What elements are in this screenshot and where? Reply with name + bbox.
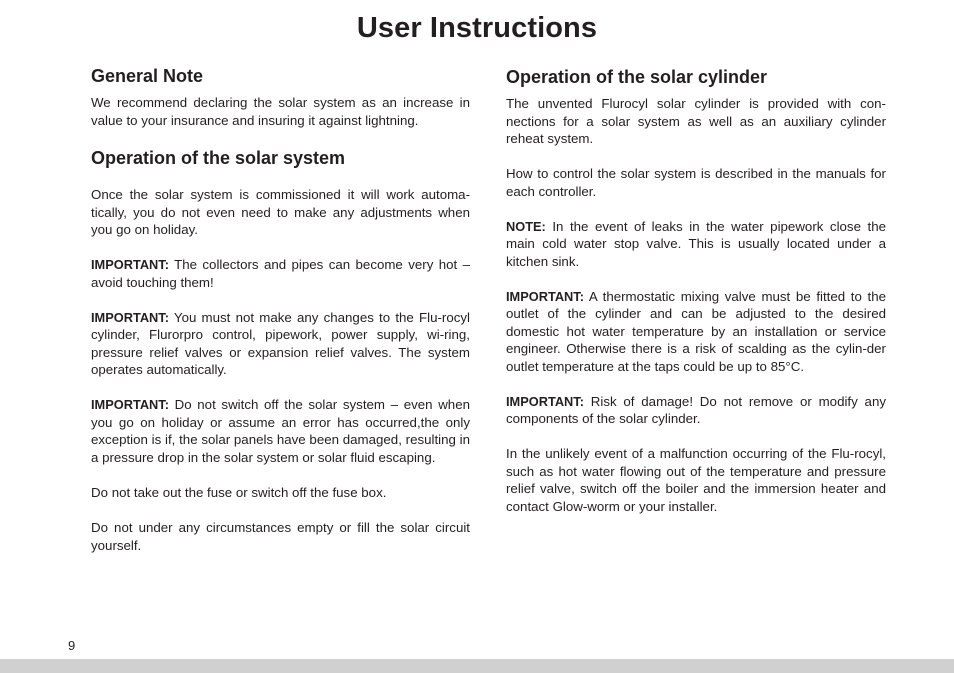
page-title: User Instructions bbox=[356, 12, 598, 44]
operation-cylinder-paragraph-2: How to control the solar system is described in the manuals for each controller. bbox=[506, 166, 886, 199]
operation-system-paragraph-1: Once the solar system is commissioned it will work automa-tically, you do not even need to make any adjustments when you go on holiday. bbox=[91, 187, 470, 237]
operation-cylinder-paragraph-3 bbox=[506, 218, 886, 271]
operation-cylinder-paragraph-1: The unvented Flurocyl solar cylinder is provided with con-nections for a solar system as well as an auxiliary cylinder reheat system. bbox=[506, 96, 886, 146]
page-number: 9 bbox=[68, 638, 76, 653]
important-label: IMPORTANT: bbox=[91, 397, 169, 412]
important-label: IMPORTANT: bbox=[506, 288, 584, 304]
paragraph-text: The collectors and pipes can become very hot – avoid touching them! bbox=[91, 257, 470, 290]
operation-system-paragraph-2 bbox=[91, 256, 470, 291]
paragraph-text: A thermostatic mixing valve must be fitted to the outlet of the cylinder and can be adjusted to the desired domestic hot water temperature by an installation or service engineer. Otherwise there is a risk of scalding as the cylin-der outlet temperature at the taps could be up to 85°C. bbox=[506, 288, 886, 374]
paragraph-text: In the event of leaks in the water pipework close the main cold water stop valve. This is usually located under a kitchen sink. bbox=[506, 218, 886, 269]
operation-system-paragraph-5: Do not take out the fuse or switch off the fuse box. bbox=[91, 484, 387, 500]
operation-system-paragraph-6: Do not under any circumstances empty or fill the solar circuit yourself. bbox=[91, 520, 470, 553]
operation-cylinder-paragraph-4 bbox=[506, 288, 886, 376]
footer-bar bbox=[0, 659, 954, 673]
left-column bbox=[91, 66, 470, 554]
important-label: IMPORTANT: bbox=[91, 309, 169, 325]
general-note-heading: General Note bbox=[91, 66, 204, 86]
operation-cylinder-heading: Operation of the solar cylinder bbox=[506, 67, 768, 87]
important-label: IMPORTANT: bbox=[506, 393, 584, 409]
operation-cylinder-paragraph-6: In the unlikely event of a malfunction occurring of the Flu-rocyl, such as hot water flowing out of the temperature and pressure relief valve, switch off the boiler and the immersion heater and contact Glow-worm or your installer. bbox=[506, 446, 886, 514]
note-label: NOTE: bbox=[506, 218, 546, 234]
general-note-text: We recommend declaring the solar system as an increase in value to your insurance and insuring it against lightning. bbox=[91, 95, 470, 128]
operation-system-paragraph-3 bbox=[91, 309, 470, 379]
paragraph-text: Do not switch off the solar system – even when you go on holiday or assume an error has occurred,the only exception is if, the solar panels have been damaged, resulting in a pressure drop in the solar system or solar fluid escaping. bbox=[91, 397, 470, 465]
important-label: IMPORTANT: bbox=[91, 257, 169, 272]
operation-system-heading: Operation of the solar system bbox=[91, 148, 346, 168]
paragraph-text: Risk of damage! Do not remove or modify any components of the solar cylinder. bbox=[506, 393, 886, 426]
operation-system-paragraph-4 bbox=[91, 396, 470, 466]
paragraph-text: You must not make any changes to the Flu-rocyl cylinder, Flurorpro control, pipework, power supply, wi-ring, pressure relief valves or expansion relief valves. The system operates automatically. bbox=[91, 309, 470, 377]
operation-cylinder-paragraph-5 bbox=[506, 393, 886, 428]
right-column bbox=[506, 67, 886, 515]
